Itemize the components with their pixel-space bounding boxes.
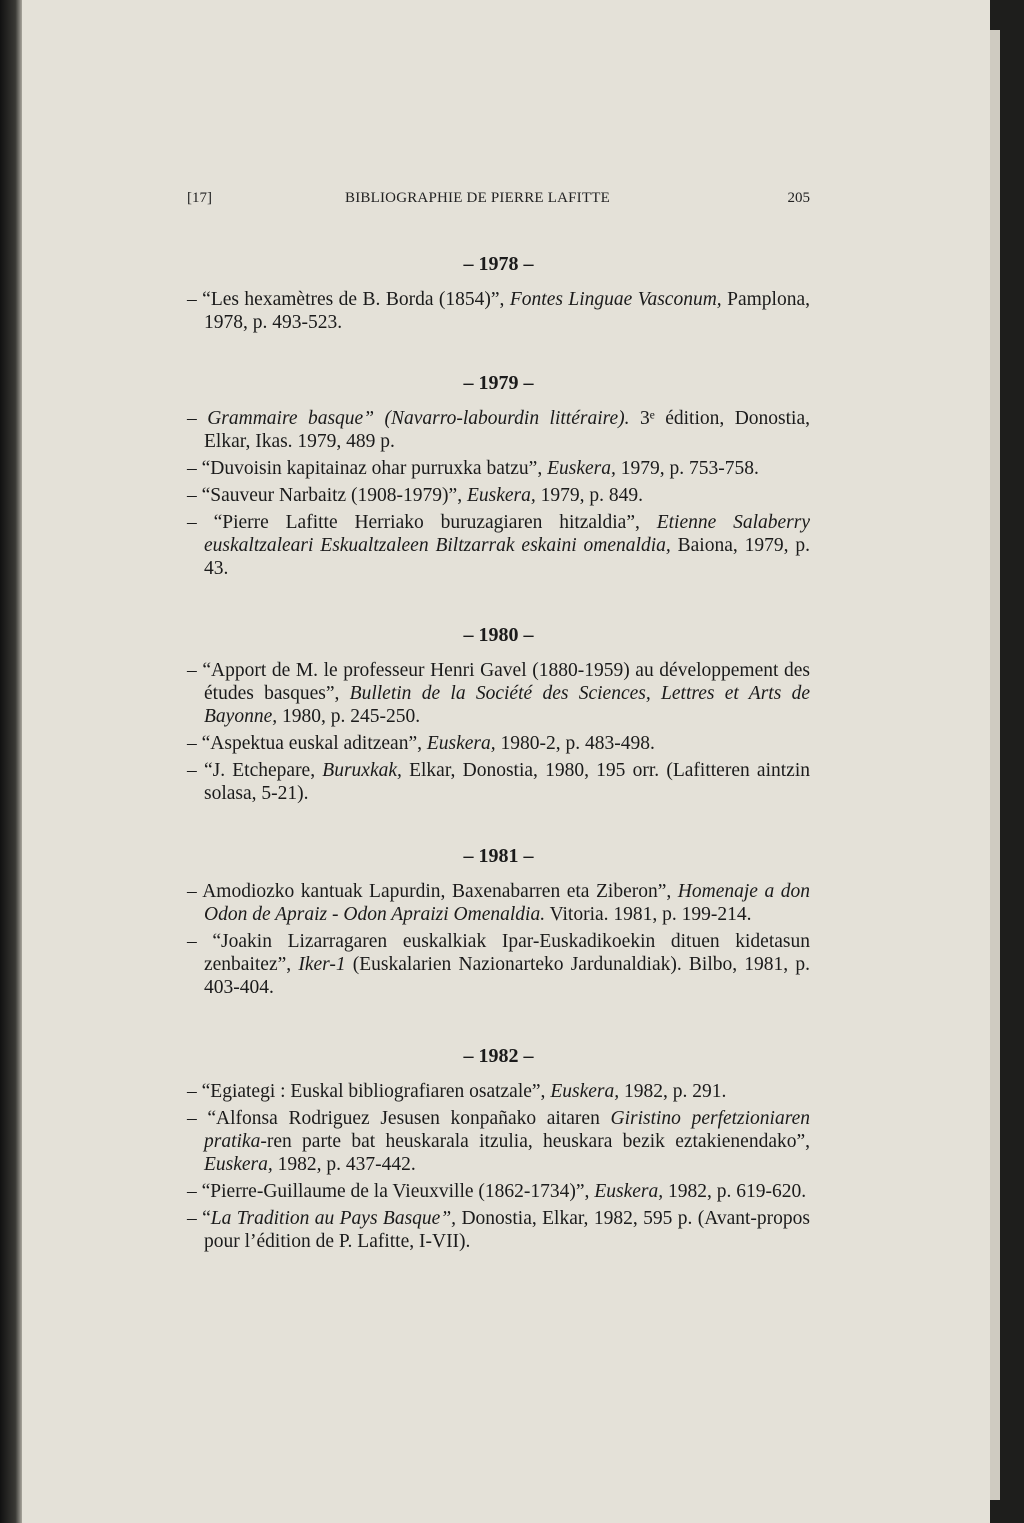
year-section (187, 372, 810, 584)
page-edge (990, 30, 1000, 1500)
year-section (187, 624, 810, 809)
entry-text: -ren parte bat heuskarala itzulia, heuskara bezik eztakienendako”, (260, 1131, 810, 1152)
bibliography-entry (187, 759, 810, 805)
entry-text: 1982, p. 619-620. (663, 1181, 807, 1202)
bibliography-entry (187, 1207, 810, 1253)
entry-text: Donostia, Elkar, 1982, 595 p. (Avant-propos pour l’édition de P. Lafitte, I-VII). (204, 1208, 810, 1252)
page-number: 205 (787, 190, 810, 206)
year-section (187, 253, 810, 338)
running-header (187, 190, 810, 212)
entry-text: – “Apport de M. le professeur Henri Gavel (1880-1959) au développement des études basques”, (187, 660, 810, 704)
bibliography-entry (187, 407, 810, 453)
entry-text: – “Joakin Lizarragaren euskalkiak Ipar-Euskadikoekin dituen kidetasun zenbaitez”, (187, 931, 810, 975)
entry-text: – “Aspektua euskal aditzean”, (187, 733, 427, 754)
bibliography-entry (187, 1107, 810, 1176)
entry-title-italic: Bulletin de la Société des Sciences, Lettres et Arts de Bayonne, (204, 683, 810, 727)
year-section (187, 845, 810, 1003)
bibliography-entry (187, 880, 810, 926)
entry-text: – “Alfonsa Rodriguez Jesusen konpañako aitaren (187, 1108, 611, 1129)
year-heading: – 1982 – (463, 1045, 534, 1067)
entry-title-italic: Euskera, (204, 1154, 273, 1175)
year-section (187, 1045, 810, 1257)
entry-text: Pamplona, 1978, p. 493-523. (204, 289, 810, 333)
entry-text: – “Pierre Lafitte Herriako buruzagiaren hitzaldia”, (187, 512, 657, 533)
entry-title-italic: Homenaje a don Odon de Apraiz - Odon Apraizi Omenaldia. (204, 881, 810, 925)
year-heading: – 1981 – (463, 845, 534, 867)
bibliography-entry (187, 930, 810, 999)
entry-text: Baiona, 1979, p. 43. (204, 535, 810, 579)
entry-title-italic: Fontes Linguae Vasconum, (509, 289, 722, 310)
year-heading: – 1978 – (463, 253, 534, 275)
entry-title-italic: Euskera, (466, 485, 536, 506)
entry-text: – (187, 408, 208, 429)
entry-title-italic: Euskera, (547, 458, 616, 479)
bibliography-entry (187, 1080, 810, 1103)
bibliography-entry (187, 732, 810, 755)
bibliography-entry (187, 1180, 810, 1203)
entry-text: Elkar, Donostia, 1980, 195 orr. (Lafitteren aintzin solasa, 5-21). (204, 760, 810, 804)
entry-text: Vitoria. 1981, p. 199-214. (545, 904, 752, 925)
entry-text: – “Pierre-Guillaume de la Vieuxville (1862-1734)”, (187, 1181, 595, 1202)
year-heading: – 1979 – (463, 372, 534, 394)
entry-title-italic: Euskera, (426, 733, 496, 754)
entry-text: 3ᵉ édition, Donostia, Elkar, Ikas. 1979, 489 p. (204, 408, 810, 452)
bibliography-entry (187, 288, 810, 334)
entry-text: 1980, p. 245-250. (277, 706, 421, 727)
entry-title-italic: Giristino perfetzioniaren pratika (204, 1108, 810, 1152)
entry-title-italic: La Tradition au Pays Basque”, (210, 1208, 457, 1229)
bibliography-entry (187, 511, 810, 580)
entry-text: – “Sauveur Narbaitz (1908-1979)”, (187, 485, 467, 506)
entry-text: – “Les hexamètres de B. Borda (1854)”, (187, 289, 510, 310)
running-title: BIBLIOGRAPHIE DE PIERRE LAFITTE (345, 190, 610, 206)
entry-text: 1982, p. 437-442. (272, 1154, 416, 1175)
entry-title-italic: Euskera, (550, 1081, 620, 1102)
bibliography-entry (187, 484, 810, 507)
entry-text: – “Egiategi : Euskal bibliografiaren osatzale”, (187, 1081, 551, 1102)
entry-title-italic: Grammaire basque” (Navarro-labourdin littéraire). (207, 408, 630, 429)
bibliography-entry (187, 457, 810, 480)
year-heading: – 1980 – (463, 624, 534, 646)
entry-title-italic: Etienne Salaberry euskaltzaleari Eskualtzaleen Biltzarrak eskaini omenaldia, (204, 512, 811, 556)
bibliography-entry (187, 659, 810, 728)
section-number: [17] (187, 190, 212, 206)
entry-text: 1979, p. 753-758. (615, 458, 759, 479)
entry-text: – “Duvoisin kapitainaz ohar purruxka batzu”, (187, 458, 548, 479)
entry-text: – Amodiozko kantuak Lapurdin, Baxenabarren eta Ziberon”, (187, 881, 678, 902)
entry-title-italic: Euskera, (594, 1181, 664, 1202)
entry-text: (Euskalarien Nazionarteko Jardunaldiak). Bilbo, 1981, p. 403-404. (204, 954, 810, 998)
entry-text: – “ (187, 1208, 211, 1229)
entry-text: 1979, p. 849. (535, 485, 643, 506)
entry-title-italic: Iker-1 (298, 954, 346, 975)
book-gutter (0, 0, 22, 1523)
entry-text: 1980-2, p. 483-498. (495, 733, 655, 754)
entry-title-italic: Buruxkak, (322, 760, 402, 781)
entry-text: 1982, p. 291. (619, 1081, 727, 1102)
entry-text: – “J. Etchepare, (187, 760, 323, 781)
